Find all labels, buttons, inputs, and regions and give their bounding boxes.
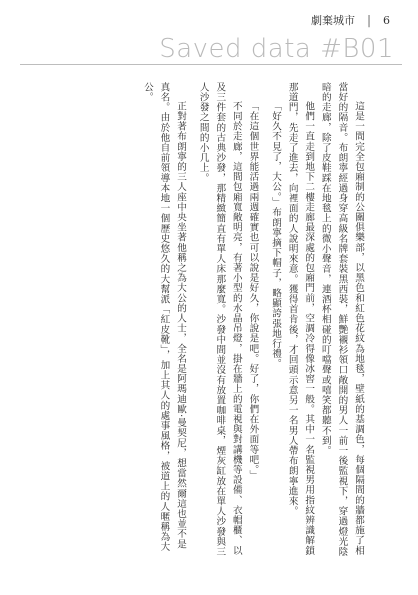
paragraph: 他們一直走到地下二樓走廊最深處的包廂門前，空調冷得像冰窖一般。其中一名監視男用指紋辨識解鎖那道門，先走了進去，向裡面的人說明來意。獲得首肯後，才回頭示意另一名男人帶布朗寧進來。 <box>286 82 315 556</box>
book-title: 劇棄城市 <box>310 14 355 27</box>
paragraph: 「好久不見了，大公。」布朗寧摘下帽子，略顯誇張地行禮。 <box>270 101 282 370</box>
page-number: 6 <box>383 13 390 27</box>
running-header <box>311 10 390 30</box>
header-rule <box>20 64 402 65</box>
section-title: Saved data #B01 <box>159 34 394 64</box>
paragraph: 不同於走廊，這間包廂寬敞明亮，有著小型的水晶吊燈，掛在牆上的電視與對講機等設備、衣帽櫃、以及三件套的古典沙發，那精緻簡直有單人床那麼寬。沙發中間並沒有放置咖啡桌，煙灰缸放在單人沙發與三人沙發之間的小几上。 <box>197 82 242 557</box>
body-text <box>42 82 366 559</box>
paragraph: 正對著布朗寧的三人座中央坐著他稱之為大公的人士，全名是阿瑪迪歐·曼契尼，想當然爾這也並不是真名。由於他自前領導本地一個歷史悠久的大幫派「紅皮靴」，加上其人的處事風格，被道上的人暱稱為大公。 <box>141 82 187 552</box>
paragraph: 這是一間完全包廂制的公關俱樂部，以黑色和紅色花紋為地毯，壁紙的基調色，每個隔間的牆都施了相當好的隔音。布朗寧經過身穿高級名牌套裝黑西裝，鮮艷襯衫領口敞開的男人一前一後監視下，穿過燈光陰暗的走廊，除了皮鞋踩在地毯上的微小聲音，連酒杯相碰的叮噹聲或嘻笑都聽不到。 <box>319 82 364 557</box>
header-separator: | <box>366 13 371 27</box>
paragraph: 「在這個世界能活過兩週確實也可以說是好久，你說是吧。好了，你們在外面等吧。」 <box>247 101 259 481</box>
